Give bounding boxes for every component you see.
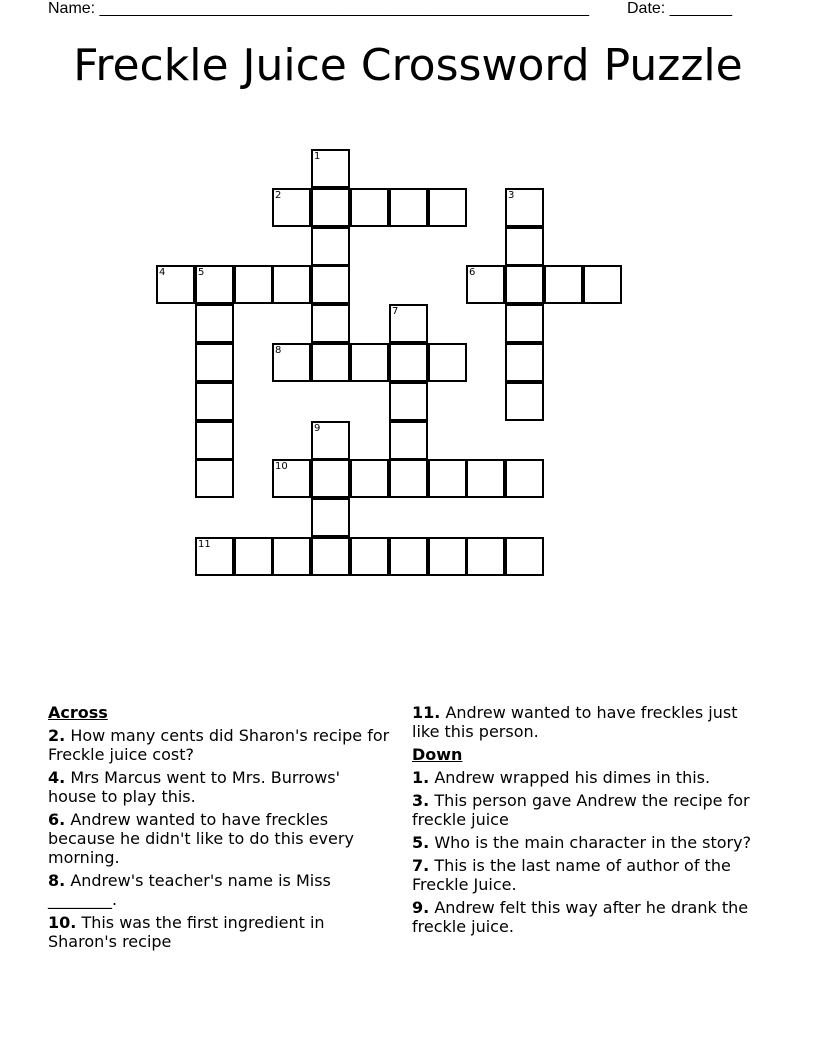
clue-text: Andrew wanted to have freckles because he didn't like to do this every morning. bbox=[48, 810, 354, 867]
grid-cell[interactable] bbox=[311, 537, 350, 576]
grid-cell[interactable] bbox=[195, 343, 234, 382]
grid-cell[interactable] bbox=[311, 498, 350, 537]
clue-number-label: 5 bbox=[198, 267, 205, 278]
grid-cell[interactable] bbox=[234, 265, 273, 304]
grid-cell[interactable] bbox=[583, 265, 622, 304]
grid-cell[interactable] bbox=[350, 459, 389, 498]
clue-across-8 bbox=[48, 871, 393, 909]
clue-across-11 bbox=[412, 703, 757, 741]
clue-text: Who is the main character in the story? bbox=[434, 833, 752, 852]
clue-number-label: 1 bbox=[314, 151, 321, 162]
grid-cell[interactable] bbox=[195, 382, 234, 421]
grid-cell[interactable] bbox=[272, 265, 311, 304]
grid-cell[interactable] bbox=[428, 459, 467, 498]
grid-cell[interactable] bbox=[311, 149, 350, 188]
grid-cell[interactable] bbox=[311, 421, 350, 460]
clue-number: 3. bbox=[412, 791, 430, 810]
grid-cell[interactable] bbox=[195, 459, 234, 498]
clue-down-5 bbox=[412, 833, 757, 852]
clue-number-label: 6 bbox=[469, 267, 476, 278]
clue-number: 5. bbox=[412, 833, 430, 852]
clue-number: 9. bbox=[412, 898, 430, 917]
grid-cell[interactable] bbox=[195, 304, 234, 343]
grid-cell[interactable] bbox=[466, 265, 505, 304]
clue-down-1 bbox=[412, 768, 757, 787]
clue-number: 4. bbox=[48, 768, 66, 787]
clue-text: Andrew wrapped his dimes in this. bbox=[434, 768, 711, 787]
grid-cell[interactable] bbox=[505, 188, 544, 227]
grid-cell[interactable] bbox=[389, 188, 428, 227]
clue-number: 10. bbox=[48, 913, 77, 932]
grid-cell[interactable] bbox=[505, 459, 544, 498]
clue-number-label: 3 bbox=[508, 190, 515, 201]
grid-cell[interactable] bbox=[428, 537, 467, 576]
clue-text: Mrs Marcus went to Mrs. Burrows' house to play this. bbox=[48, 768, 341, 806]
grid-cell[interactable] bbox=[156, 265, 195, 304]
clue-number: 8. bbox=[48, 871, 66, 890]
grid-cell[interactable] bbox=[311, 188, 350, 227]
grid-cell[interactable] bbox=[195, 265, 234, 304]
grid-cell[interactable] bbox=[466, 537, 505, 576]
page-title: Freckle Juice Crossword Puzzle bbox=[73, 40, 743, 91]
clue-number: 2. bbox=[48, 726, 66, 745]
grid-cell[interactable] bbox=[311, 343, 350, 382]
clue-down-3 bbox=[412, 791, 757, 829]
grid-cell[interactable] bbox=[311, 304, 350, 343]
grid-cell[interactable] bbox=[428, 343, 467, 382]
grid-cell[interactable] bbox=[505, 343, 544, 382]
clue-number-label: 9 bbox=[314, 423, 321, 434]
clue-across-10 bbox=[48, 913, 393, 951]
grid-cell[interactable] bbox=[272, 343, 311, 382]
grid-cell[interactable] bbox=[195, 421, 234, 460]
grid-cell[interactable] bbox=[234, 537, 273, 576]
grid-cell[interactable] bbox=[272, 459, 311, 498]
clue-number: 7. bbox=[412, 856, 430, 875]
clue-text: How many cents did Sharon's recipe for Freckle juice cost? bbox=[48, 726, 390, 764]
clue-number-label: 8 bbox=[275, 345, 282, 356]
grid-cell[interactable] bbox=[466, 459, 505, 498]
down-heading: Down bbox=[412, 745, 463, 764]
clue-down-9 bbox=[412, 898, 757, 936]
grid-cell[interactable] bbox=[389, 421, 428, 460]
grid-cell[interactable] bbox=[505, 537, 544, 576]
clue-number: 6. bbox=[48, 810, 66, 829]
clue-number-label: 7 bbox=[392, 306, 399, 317]
clue-text: This was the first ingredient in Sharon's recipe bbox=[48, 913, 325, 951]
grid-cell[interactable] bbox=[505, 382, 544, 421]
grid-cell[interactable] bbox=[272, 188, 311, 227]
clue-across-2 bbox=[48, 726, 393, 764]
clue-number: 1. bbox=[412, 768, 430, 787]
clue-text: This is the last name of author of the Freckle Juice. bbox=[412, 856, 731, 894]
date-field-label[interactable]: Date: _______ bbox=[627, 0, 732, 17]
clue-number-label: 11 bbox=[198, 539, 211, 550]
grid-cell[interactable] bbox=[389, 343, 428, 382]
clue-number-label: 4 bbox=[159, 267, 166, 278]
clue-text: Andrew's teacher's name is Miss ________. bbox=[48, 871, 331, 909]
grid-cell[interactable] bbox=[428, 188, 467, 227]
grid-cell[interactable] bbox=[505, 265, 544, 304]
clue-across-6 bbox=[48, 810, 393, 867]
name-field-label[interactable]: Name: _______________________________________________________ bbox=[48, 0, 589, 17]
grid-cell[interactable] bbox=[350, 343, 389, 382]
clue-number-label: 10 bbox=[275, 461, 288, 472]
grid-cell[interactable] bbox=[389, 459, 428, 498]
clue-number-label: 2 bbox=[275, 190, 282, 201]
grid-cell[interactable] bbox=[350, 188, 389, 227]
grid-cell[interactable] bbox=[311, 265, 350, 304]
grid-cell[interactable] bbox=[311, 227, 350, 266]
clue-across-4 bbox=[48, 768, 393, 806]
grid-cell[interactable] bbox=[389, 304, 428, 343]
grid-cell[interactable] bbox=[272, 537, 311, 576]
grid-cell[interactable] bbox=[505, 227, 544, 266]
clue-text: Andrew wanted to have freckles just like this person. bbox=[412, 703, 738, 741]
grid-cell[interactable] bbox=[311, 459, 350, 498]
grid-cell[interactable] bbox=[350, 537, 389, 576]
grid-cell[interactable] bbox=[195, 537, 234, 576]
grid-cell[interactable] bbox=[389, 537, 428, 576]
grid-cell[interactable] bbox=[505, 304, 544, 343]
clue-text: This person gave Andrew the recipe for freckle juice bbox=[412, 791, 750, 829]
clue-number: 11. bbox=[412, 703, 441, 722]
grid-cell[interactable] bbox=[389, 382, 428, 421]
clues-column-left bbox=[48, 703, 393, 955]
across-heading: Across bbox=[48, 703, 108, 722]
clue-text: Andrew felt this way after he drank the freckle juice. bbox=[412, 898, 749, 936]
clue-down-7 bbox=[412, 856, 757, 894]
grid-cell[interactable] bbox=[544, 265, 583, 304]
clues-column-right bbox=[412, 703, 757, 940]
